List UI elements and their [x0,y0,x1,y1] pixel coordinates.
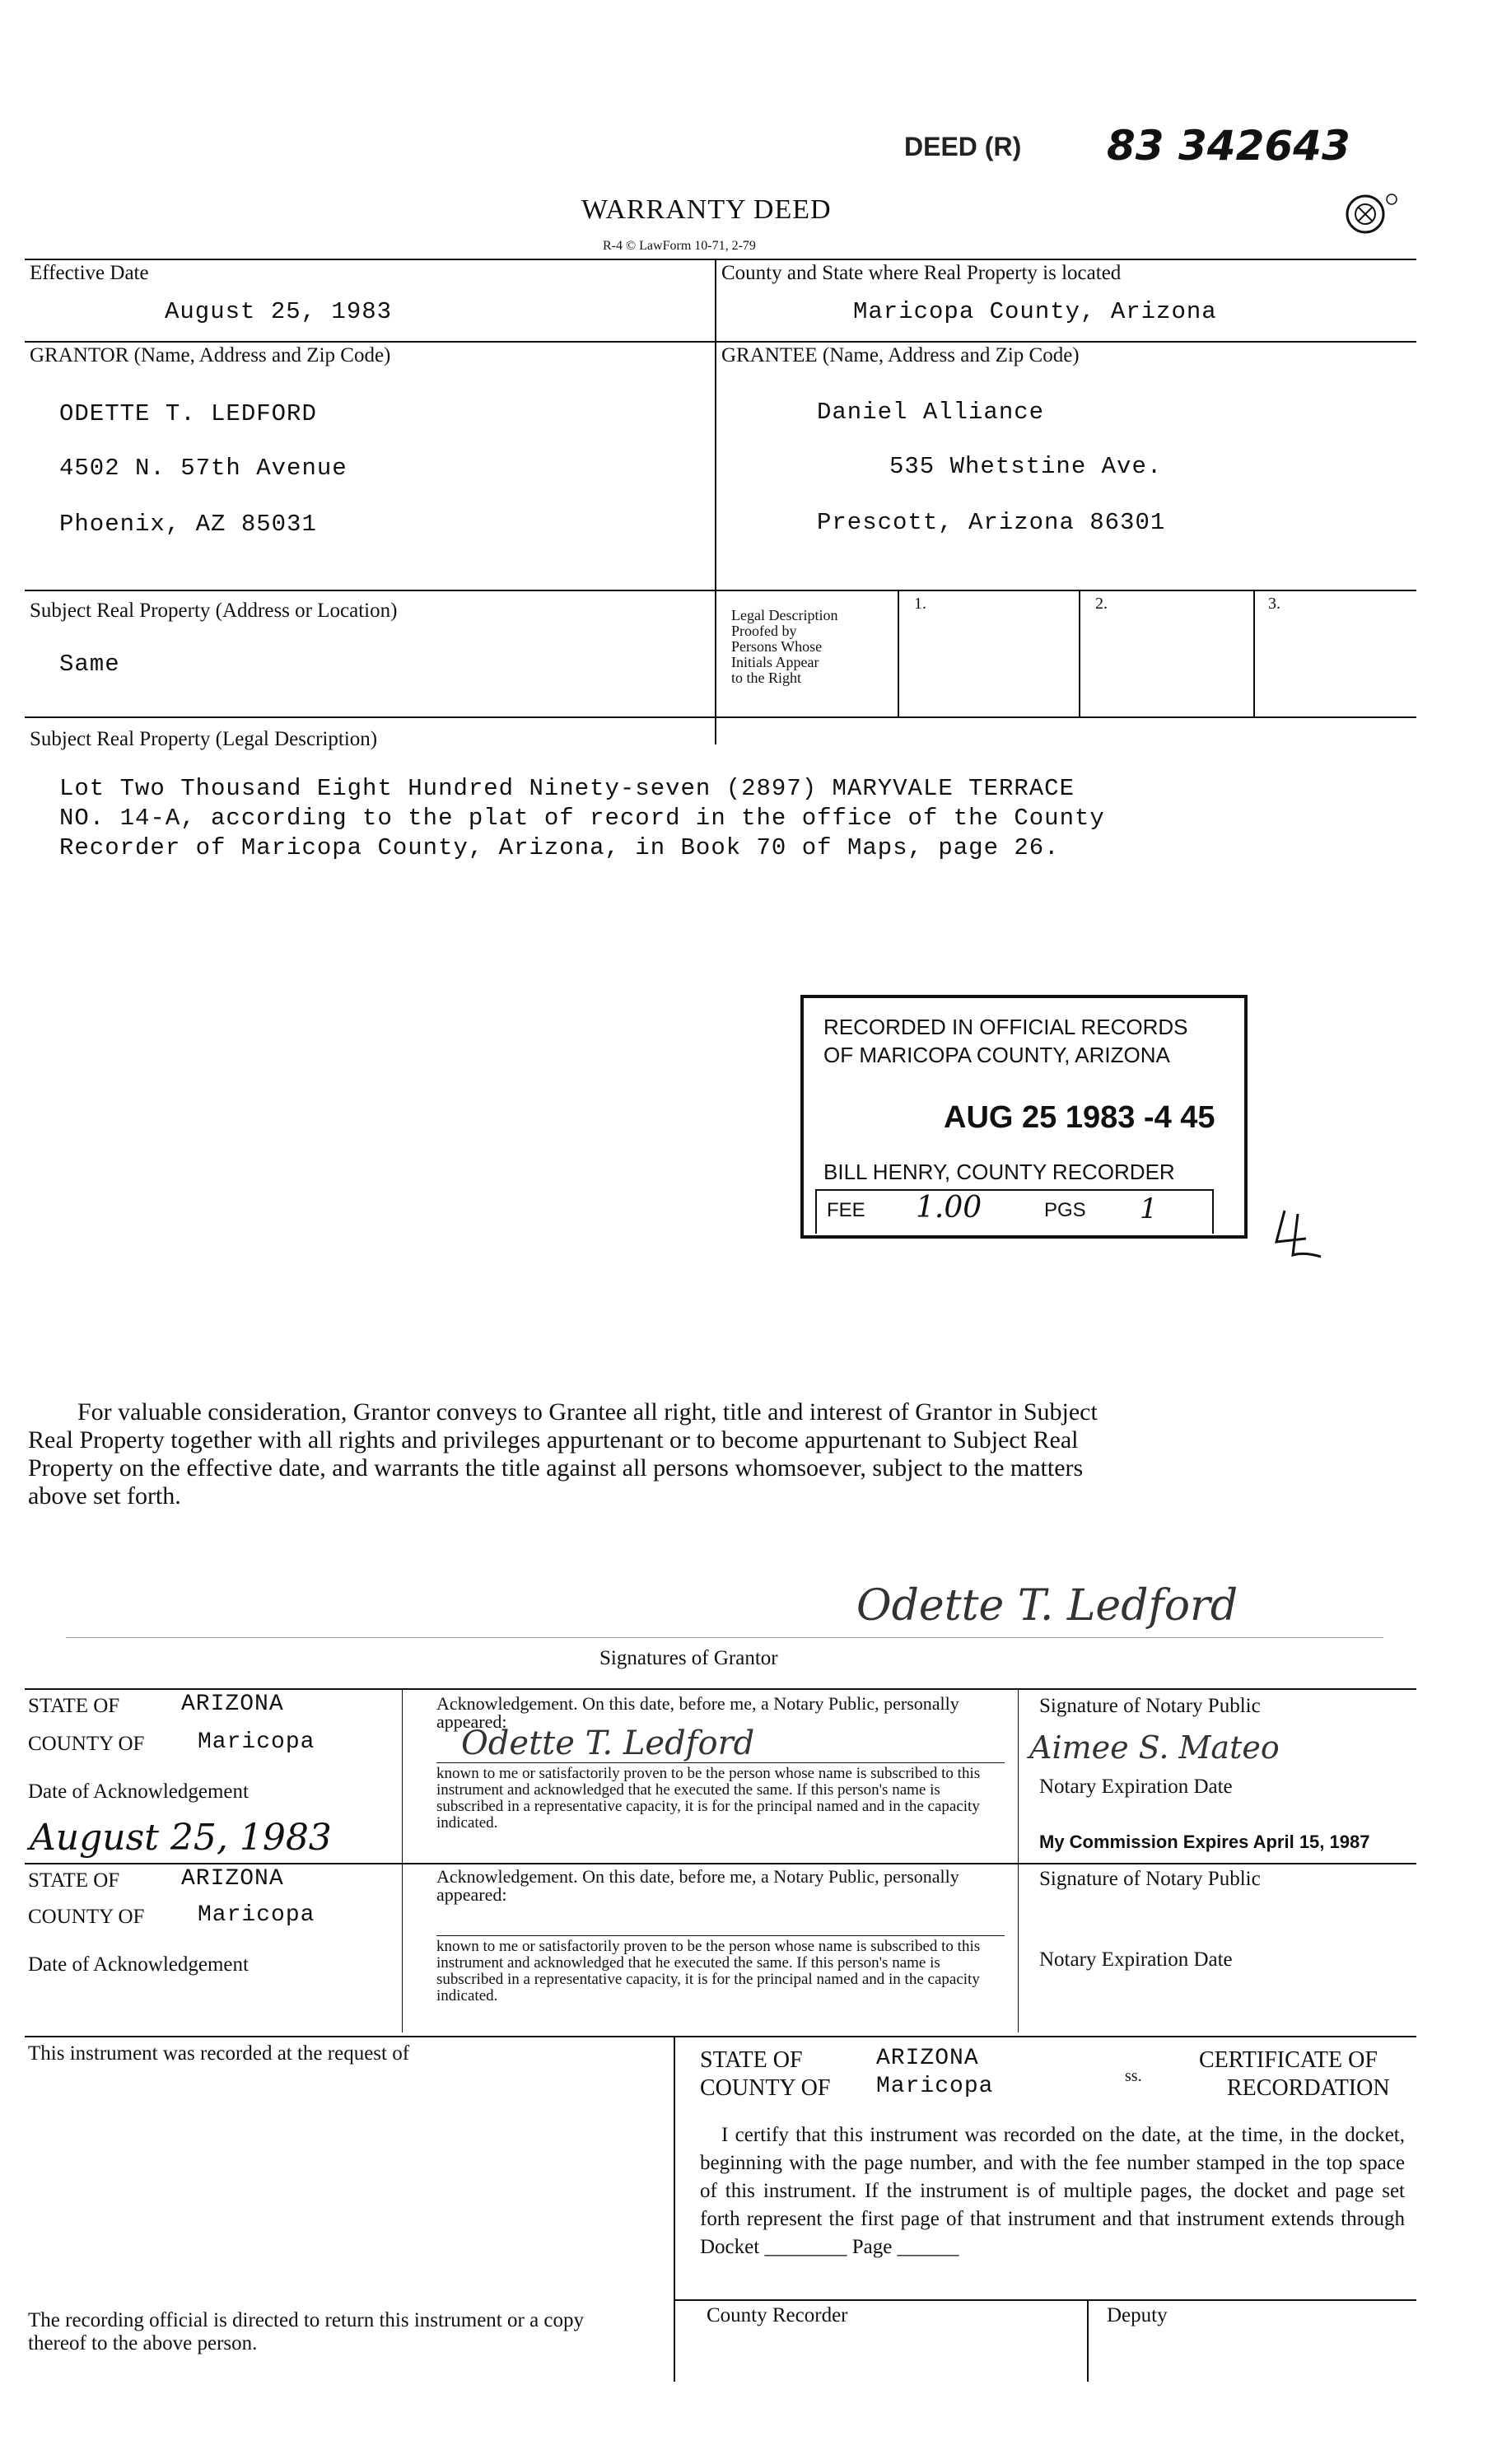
ack1-state: ARIZONA [181,1692,284,1717]
ack2-county-label: COUNTY OF [28,1906,145,1928]
cert-state: ARIZONA [876,2046,979,2071]
ack1-county-label: COUNTY OF [28,1733,145,1755]
cert-state-label: STATE OF [700,2047,803,2073]
county-recorder-label: County Recorder [707,2304,848,2326]
deed-stamp: DEED (R) [904,132,1022,161]
ack2-county: Maricopa [198,1902,315,1928]
ack2-state: ARIZONA [181,1866,284,1892]
subject-address-value: Same [59,651,120,678]
county-state-label: County and State where Real Property is located [721,262,1122,284]
ack1-signed-name: Odette T. Ledford [461,1724,755,1762]
ack2-body: known to me or satisfactorily proven to be the person whose name is subscribed to this instrument and acknowledged that he executed the same. If this person's name is subscribed in a representative capacity, it is for the principal named and in the capacity indicated. [436,1938,981,2004]
ack1-date-label: Date of Acknowledgement [28,1780,249,1803]
grantor-signature: Odette T. Ledford [856,1581,1238,1631]
grantor-city: Phoenix, AZ 85031 [59,511,317,538]
conveyance-line: For valuable consideration, Grantor conveys to Grantee all right, title and interest of Grantor in Subject [77,1398,1098,1426]
legal-proofed-line: to the Right [731,670,801,686]
stamp-datetime: AUG 25 1983 -4 45 [944,1100,1215,1135]
ack2-expiration-label: Notary Expiration Date [1039,1948,1233,1971]
form-code: R-4 © LawForm 10-71, 2-79 [603,239,756,253]
handwritten-mark [1268,1202,1334,1268]
grantor-signature-label: Signatures of Grantor [599,1647,778,1669]
ack1-county: Maricopa [198,1729,315,1755]
ack1-expiration-label: Notary Expiration Date [1039,1776,1233,1798]
pgs-value: 1 [1140,1192,1158,1225]
ack1-notary-signature: Aimee S. Mateo [1029,1729,1280,1766]
ack2-date-label: Date of Acknowledgement [28,1953,249,1976]
effective-date-label: Effective Date [30,262,149,284]
fee-value: 1.00 [916,1191,982,1225]
cert-title-2: RECORDATION [1227,2075,1390,2101]
legal-description-label: Subject Real Property (Legal Description) [30,728,378,750]
cert-title-1: CERTIFICATE OF [1199,2047,1378,2073]
grantee-address: 535 Whetstine Ave. [889,453,1163,480]
deed-number: 83 342643 [1107,122,1350,170]
stamp-line-2: OF MARICOPA COUNTY, ARIZONA [823,1043,1170,1067]
deputy-label: Deputy [1107,2304,1168,2326]
ack2-head: Acknowledgement. On this date, before me, a Notary Public, personally appeared: [436,1866,959,1905]
ack1-state-label: STATE OF [28,1695,120,1717]
return-note: The recording official is directed to return this instrument or a copy thereof to the above person. [28,2309,585,2354]
legal-proofed-line: Initials Appear [731,654,819,670]
conveyance-text [28,1398,1408,1510]
conveyance-line: Property on the effective date, and warrants the title against all persons whomsoever, subject to the matters [28,1454,1084,1482]
legal-proofed-line: Proofed by [731,623,797,639]
conveyance-line: Real Property together with all rights and privileges appurtenant or to become appurtenant to Subject Real [28,1426,1079,1454]
legal-proofed-line: Persons Whose [731,638,823,655]
grantee-name: Daniel Alliance [817,399,1045,426]
ack2-state-label: STATE OF [28,1869,120,1892]
effective-date-value: August 25, 1983 [165,298,393,325]
county-state-value: Maricopa County, Arizona [853,298,1217,325]
fee-label: FEE [827,1199,865,1221]
conveyance-line: above set forth. [28,1482,181,1510]
pgs-label: PGS [1044,1199,1086,1221]
cert-county: Maricopa [876,2074,994,2099]
ack1-commission: My Commission Expires April 15, 1987 [1039,1832,1370,1852]
grantor-label: GRANTOR (Name, Address and Zip Code) [30,344,391,366]
cert-body: I certify that this instrument was recorded on the date, at the time, in the docket, beginning with the page number, and with the fee number stamped in the top space of this instrument. If the instrument is of multiple pages, the docket and page set forth represent the first page of that instrument and that instrument extends through Docket ________ Page ______ [700,2124,1405,2258]
grantee-city: Prescott, Arizona 86301 [817,509,1166,536]
lawform-seal-icon [1341,191,1400,237]
ack1-head: Acknowledgement. On this date, before me, a Notary Public, personally appeared: [436,1693,959,1732]
proof-col-1: 1. [914,595,926,613]
ack2-notary-sig-label: Signature of Notary Public [1039,1868,1261,1890]
grantor-name: ODETTE T. LEDFORD [59,400,317,427]
cert-county-label: COUNTY OF [700,2075,831,2101]
proof-col-3: 3. [1268,595,1280,613]
legal-line: NO. 14-A, according to the plat of record in the office of the County [59,805,1105,832]
subject-address-label: Subject Real Property (Address or Location) [30,600,398,622]
ack1-notary-sig-label: Signature of Notary Public [1039,1695,1261,1717]
legal-line: Recorder of Maricopa County, Arizona, in Book 70 of Maps, page 26. [59,834,1060,861]
stamp-line-1: RECORDED IN OFFICIAL RECORDS [823,1015,1188,1039]
stamp-recorder: BILL HENRY, COUNTY RECORDER [823,1160,1175,1184]
title: WARRANTY DEED [581,194,832,225]
cert-ss: ss. [1125,2067,1142,2085]
grantee-label: GRANTEE (Name, Address and Zip Code) [721,344,1080,366]
recording-stamp [800,995,1248,1239]
proof-col-2: 2. [1095,595,1108,613]
ack1-date-value: August 25, 1983 [30,1817,332,1859]
legal-line: Lot Two Thousand Eight Hundred Ninety-seven (2897) MARYVALE TERRACE [59,775,1075,802]
legal-description-text [59,774,1105,863]
stamp-fee-box [815,1189,1214,1234]
legal-proofed-line: Legal Description [731,607,838,623]
ack1-body: known to me or satisfactorily proven to be the person whose name is subscribed to this instrument and acknowledged that he executed the same. If this person's name is subscribed in a representative capacity, it is for the principal named and in the capacity indicated. [436,1765,981,1832]
legal-proofed-label [731,608,896,686]
request-label: This instrument was recorded at the request of [28,2042,410,2065]
grantor-address: 4502 N. 57th Avenue [59,455,348,482]
